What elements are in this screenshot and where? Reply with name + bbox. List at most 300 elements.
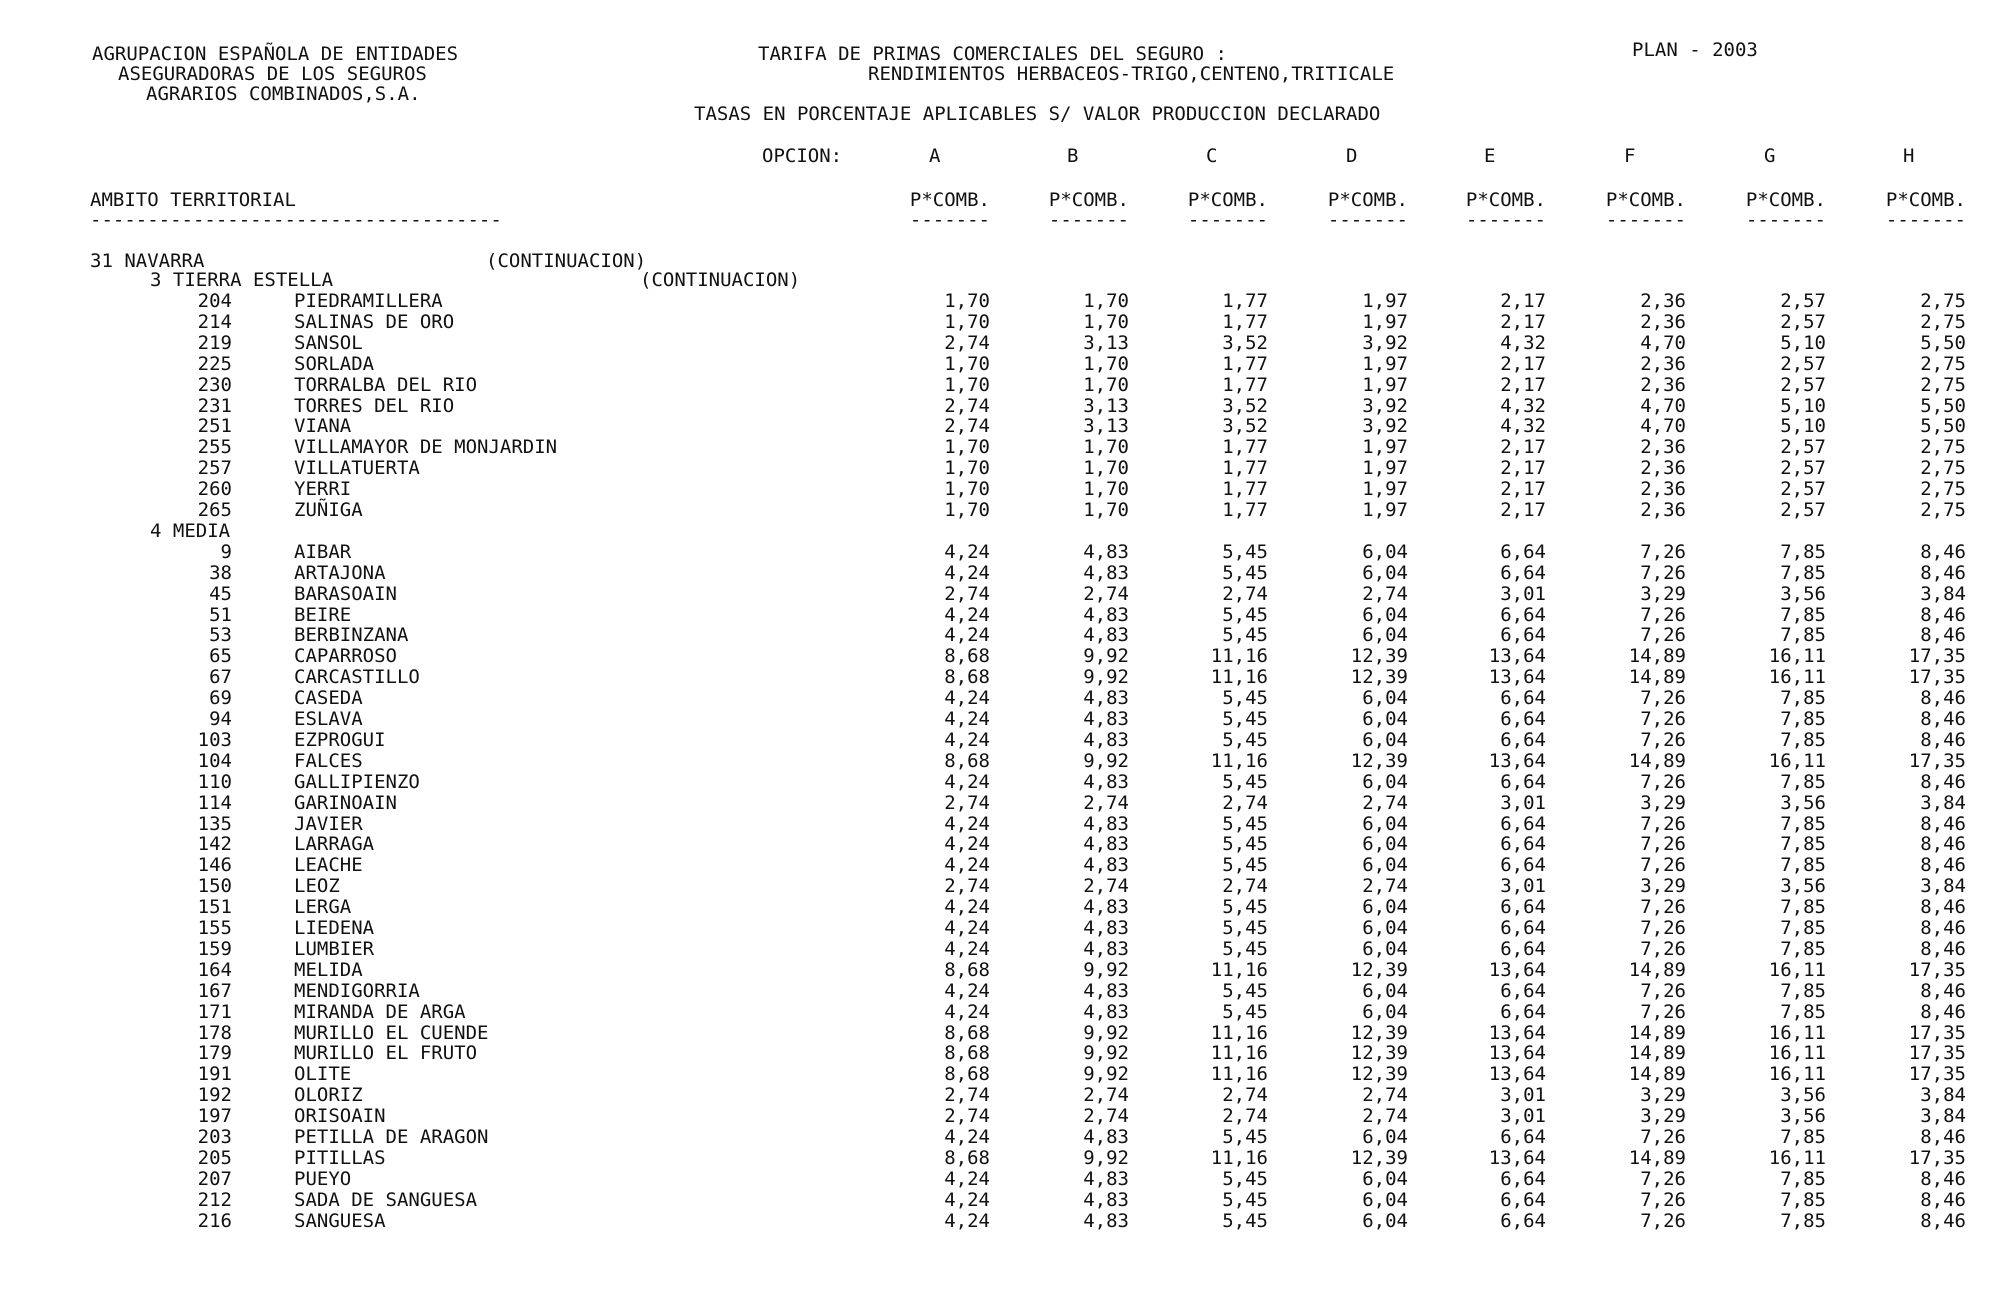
rate-cell-a: 1,70 [944, 353, 990, 375]
rate-cell-e: 2,17 [1500, 374, 1546, 396]
rate-cell-c: 1,77 [1222, 457, 1268, 479]
rate-cell-h: 8,46 [1920, 541, 1966, 563]
rate-cell-e: 6,64 [1500, 980, 1546, 1002]
rate-cell-h: 8,46 [1920, 687, 1966, 709]
rate-cell-f: 2,36 [1640, 311, 1686, 333]
rate-cell-a: 1,70 [944, 499, 990, 521]
rate-cell-b: 1,70 [1083, 353, 1129, 375]
municipality-name: CASEDA [294, 687, 363, 709]
rate-cell-a: 8,68 [944, 1147, 990, 1169]
municipality-name: LIEDENA [294, 917, 375, 939]
municipality-name: ESLAVA [294, 708, 363, 730]
rate-cell-a: 4,24 [944, 1189, 990, 1211]
rate-cell-f: 7,26 [1640, 562, 1686, 584]
rate-cell-a: 1,70 [944, 457, 990, 479]
rate-cell-c: 11,16 [1210, 1063, 1268, 1085]
rate-cell-b: 1,70 [1083, 478, 1129, 500]
municipality-name: LARRAGA [294, 833, 375, 855]
rate-cell-f: 3,29 [1640, 875, 1686, 897]
rate-cell-h: 8,46 [1920, 938, 1966, 960]
rate-cell-f: 7,26 [1640, 1126, 1686, 1148]
rate-cell-a: 8,68 [944, 1063, 990, 1085]
rate-cell-e: 13,64 [1488, 1022, 1546, 1044]
rate-cell-g: 7,85 [1780, 980, 1826, 1002]
municipality-code: 159 [197, 938, 232, 960]
rate-cell-b: 1,70 [1083, 499, 1129, 521]
rate-cell-h: 2,75 [1920, 311, 1966, 333]
rate-cell-h: 8,46 [1920, 896, 1966, 918]
municipality-code: 67 [209, 666, 232, 688]
rate-cell-f: 2,36 [1640, 457, 1686, 479]
municipality-code: 167 [197, 980, 232, 1002]
rate-cell-a: 2,74 [944, 332, 990, 354]
rate-cell-g: 2,57 [1780, 478, 1826, 500]
rate-cell-e: 2,17 [1500, 499, 1546, 521]
rate-cell-d: 3,92 [1362, 332, 1408, 354]
rate-cell-e: 13,64 [1488, 1042, 1546, 1064]
rate-cell-b: 3,13 [1083, 332, 1129, 354]
municipality-name: FALCES [294, 750, 363, 772]
rate-cell-b: 9,92 [1083, 750, 1129, 772]
rate-cell-g: 2,57 [1780, 290, 1826, 312]
rate-cell-f: 7,26 [1640, 813, 1686, 835]
rate-cell-g: 2,57 [1780, 353, 1826, 375]
rate-cell-e: 6,64 [1500, 1210, 1546, 1232]
rate-cell-c: 1,77 [1222, 290, 1268, 312]
rate-cell-a: 4,24 [944, 604, 990, 626]
rate-cell-h: 8,46 [1920, 771, 1966, 793]
municipality-code: 219 [197, 332, 232, 354]
municipality-name: AIBAR [294, 541, 352, 563]
rate-cell-d: 2,74 [1362, 792, 1408, 814]
municipality-code: 265 [197, 499, 232, 521]
rate-cell-g: 7,85 [1780, 917, 1826, 939]
rate-cell-b: 2,74 [1083, 583, 1129, 605]
municipality-name: MENDIGORRIA [294, 980, 420, 1002]
municipality-name: EZPROGUI [294, 729, 386, 751]
rate-cell-d: 1,97 [1362, 499, 1408, 521]
rate-cell-c: 5,45 [1222, 687, 1268, 709]
scope-label: AMBITO TERRITORIAL [90, 189, 296, 211]
municipality-name: LERGA [294, 896, 352, 918]
rate-cell-b: 1,70 [1083, 290, 1129, 312]
rate-cell-d: 1,97 [1362, 478, 1408, 500]
municipality-name: SANSOL [294, 332, 363, 354]
municipality-name: SANGUESA [294, 1210, 386, 1232]
rate-cell-g: 2,57 [1780, 436, 1826, 458]
rate-cell-e: 13,64 [1488, 1063, 1546, 1085]
rate-cell-h: 5,50 [1920, 415, 1966, 437]
rate-cell-f: 4,70 [1640, 415, 1686, 437]
rate-cell-c: 5,45 [1222, 1168, 1268, 1190]
municipality-code: 207 [197, 1168, 232, 1190]
region-label-tierra-estella: 3 TIERRA ESTELLA [150, 269, 334, 291]
rate-cell-c: 2,74 [1222, 1105, 1268, 1127]
rate-cell-b: 4,83 [1083, 896, 1129, 918]
municipality-name: GARINOAIN [294, 792, 397, 814]
rate-cell-d: 1,97 [1362, 457, 1408, 479]
rate-cell-e: 6,64 [1500, 729, 1546, 751]
municipality-name: ORISOAIN [294, 1105, 386, 1127]
rate-cell-b: 4,83 [1083, 624, 1129, 646]
rate-cell-e: 2,17 [1500, 457, 1546, 479]
municipality-name: VIANA [294, 415, 352, 437]
rate-cell-c: 2,74 [1222, 1084, 1268, 1106]
option-e-label: E [1484, 145, 1496, 167]
rate-cell-h: 8,46 [1920, 833, 1966, 855]
rate-cell-c: 11,16 [1210, 1022, 1268, 1044]
rate-cell-d: 6,04 [1362, 917, 1408, 939]
rate-cell-d: 1,97 [1362, 311, 1408, 333]
rate-cell-d: 12,39 [1350, 666, 1408, 688]
rate-cell-f: 7,26 [1640, 917, 1686, 939]
rate-cell-d: 6,04 [1362, 1168, 1408, 1190]
rate-cell-g: 5,10 [1780, 332, 1826, 354]
rate-cell-h: 3,84 [1920, 875, 1966, 897]
municipality-code: 214 [197, 311, 232, 333]
municipality-name: LUMBIER [294, 938, 375, 960]
municipality-name: YERRI [294, 478, 352, 500]
municipality-name: MURILLO EL FRUTO [294, 1042, 478, 1064]
rate-cell-e: 2,17 [1500, 353, 1546, 375]
rate-cell-a: 4,24 [944, 833, 990, 855]
rate-cell-d: 6,04 [1362, 1189, 1408, 1211]
rate-cell-g: 2,57 [1780, 374, 1826, 396]
option-g-label: G [1764, 145, 1776, 167]
rate-cell-e: 2,17 [1500, 290, 1546, 312]
rate-cell-g: 16,11 [1768, 645, 1826, 667]
rate-cell-d: 12,39 [1350, 750, 1408, 772]
municipality-code: 53 [209, 624, 232, 646]
rate-cell-c: 5,45 [1222, 854, 1268, 876]
rate-cell-h: 8,46 [1920, 1189, 1966, 1211]
rate-cell-g: 7,85 [1780, 604, 1826, 626]
rate-cell-d: 2,74 [1362, 583, 1408, 605]
rate-cell-d: 6,04 [1362, 624, 1408, 646]
rate-cell-e: 6,64 [1500, 1001, 1546, 1023]
rate-cell-f: 7,26 [1640, 896, 1686, 918]
rate-cell-e: 4,32 [1500, 395, 1546, 417]
municipality-name: PETILLA DE ARAGON [294, 1126, 489, 1148]
column-rule: ------- [1048, 209, 1129, 231]
municipality-code: 203 [197, 1126, 232, 1148]
rate-cell-d: 12,39 [1350, 1147, 1408, 1169]
municipality-code: 255 [197, 436, 232, 458]
rate-cell-e: 6,64 [1500, 1189, 1546, 1211]
column-rule: ------- [909, 209, 990, 231]
rate-cell-g: 7,85 [1780, 833, 1826, 855]
municipality-code: 231 [197, 395, 232, 417]
rate-cell-c: 1,77 [1222, 353, 1268, 375]
municipality-name: BEIRE [294, 604, 352, 626]
rate-cell-d: 6,04 [1362, 833, 1408, 855]
rate-cell-b: 4,83 [1083, 604, 1129, 626]
rate-cell-e: 3,01 [1500, 875, 1546, 897]
municipality-code: 197 [197, 1105, 232, 1127]
municipality-name: SADA DE SANGUESA [294, 1189, 478, 1211]
municipality-name: SORLADA [294, 353, 375, 375]
rate-cell-d: 6,04 [1362, 938, 1408, 960]
column-header: P*COMB. [1745, 189, 1826, 211]
rate-cell-h: 5,50 [1920, 395, 1966, 417]
rate-cell-f: 3,29 [1640, 1105, 1686, 1127]
rate-cell-d: 1,97 [1362, 436, 1408, 458]
rate-cell-f: 7,26 [1640, 980, 1686, 1002]
rate-cell-f: 3,29 [1640, 792, 1686, 814]
region-continuation: (CONTINUACION) [640, 269, 801, 291]
rate-cell-e: 6,64 [1500, 1168, 1546, 1190]
rate-cell-a: 8,68 [944, 645, 990, 667]
rate-cell-c: 2,74 [1222, 875, 1268, 897]
municipality-code: 45 [209, 583, 232, 605]
rate-cell-d: 12,39 [1350, 959, 1408, 981]
municipality-name: TORRALBA DEL RIO [294, 374, 478, 396]
municipality-name: GALLIPIENZO [294, 771, 420, 793]
municipality-code: 164 [197, 959, 232, 981]
rate-cell-a: 8,68 [944, 959, 990, 981]
rate-cell-b: 4,83 [1083, 687, 1129, 709]
municipality-name: MELIDA [294, 959, 363, 981]
org-name-line2: ASEGURADORAS DE LOS SEGUROS [118, 63, 427, 85]
rate-cell-b: 1,70 [1083, 436, 1129, 458]
column-rule: ------- [1885, 209, 1966, 231]
rate-cell-b: 4,83 [1083, 541, 1129, 563]
rate-cell-c: 5,45 [1222, 1126, 1268, 1148]
rate-cell-e: 6,64 [1500, 833, 1546, 855]
municipality-code: 94 [209, 708, 232, 730]
municipality-code: 230 [197, 374, 232, 396]
rate-cell-f: 7,26 [1640, 604, 1686, 626]
rate-cell-e: 6,64 [1500, 917, 1546, 939]
rate-cell-d: 2,74 [1362, 1084, 1408, 1106]
rate-cell-h: 2,75 [1920, 290, 1966, 312]
rate-cell-g: 7,85 [1780, 1189, 1826, 1211]
rate-cell-h: 17,35 [1908, 1042, 1966, 1064]
rate-cell-a: 4,24 [944, 687, 990, 709]
rate-cell-d: 6,04 [1362, 1210, 1408, 1232]
municipality-code: 104 [197, 750, 232, 772]
rate-cell-e: 13,64 [1488, 1147, 1546, 1169]
rate-cell-g: 7,85 [1780, 624, 1826, 646]
rate-cell-h: 8,46 [1920, 729, 1966, 751]
municipality-name: PIEDRAMILLERA [294, 290, 443, 312]
org-name-line3: AGRARIOS COMBINADOS,S.A. [146, 83, 421, 105]
rate-cell-h: 8,46 [1920, 708, 1966, 730]
rate-cell-f: 4,70 [1640, 395, 1686, 417]
rate-cell-d: 6,04 [1362, 896, 1408, 918]
rate-cell-h: 8,46 [1920, 604, 1966, 626]
rate-cell-c: 5,45 [1222, 833, 1268, 855]
municipality-code: 38 [209, 562, 232, 584]
rate-cell-b: 4,83 [1083, 813, 1129, 835]
rate-cell-c: 5,45 [1222, 917, 1268, 939]
municipality-code: 151 [197, 896, 232, 918]
municipality-name: VILLATUERTA [294, 457, 420, 479]
rate-cell-g: 16,11 [1768, 1022, 1826, 1044]
municipality-name: BARASOAIN [294, 583, 397, 605]
rate-cell-c: 3,52 [1222, 395, 1268, 417]
column-rule: ------- [1327, 209, 1408, 231]
rate-cell-g: 7,85 [1780, 1126, 1826, 1148]
rate-cell-h: 3,84 [1920, 583, 1966, 605]
rate-cell-c: 1,77 [1222, 478, 1268, 500]
rate-cell-h: 8,46 [1920, 562, 1966, 584]
rate-cell-d: 6,04 [1362, 771, 1408, 793]
rate-cell-a: 2,74 [944, 1084, 990, 1106]
column-header: P*COMB. [1465, 189, 1546, 211]
option-c-label: C [1206, 145, 1218, 167]
municipality-code: 110 [197, 771, 232, 793]
rate-cell-a: 8,68 [944, 1042, 990, 1064]
municipality-name: TORRES DEL RIO [294, 395, 455, 417]
municipality-name: SALINAS DE ORO [294, 311, 455, 333]
rate-cell-a: 1,70 [944, 374, 990, 396]
rate-cell-f: 14,89 [1628, 666, 1686, 688]
rate-cell-b: 1,70 [1083, 374, 1129, 396]
rate-cell-e: 3,01 [1500, 792, 1546, 814]
rate-cell-c: 5,45 [1222, 771, 1268, 793]
rate-cell-b: 1,70 [1083, 457, 1129, 479]
rate-cell-a: 2,74 [944, 583, 990, 605]
rate-cell-c: 11,16 [1210, 959, 1268, 981]
rate-cell-f: 2,36 [1640, 478, 1686, 500]
option-d-label: D [1346, 145, 1358, 167]
rate-cell-e: 4,32 [1500, 415, 1546, 437]
rate-cell-b: 9,92 [1083, 1042, 1129, 1064]
rate-cell-f: 7,26 [1640, 708, 1686, 730]
municipality-code: 146 [197, 854, 232, 876]
document-title-line1: TARIFA DE PRIMAS COMERCIALES DEL SEGURO : [758, 43, 1227, 65]
rate-cell-h: 8,46 [1920, 917, 1966, 939]
rate-cell-b: 2,74 [1083, 1105, 1129, 1127]
rate-cell-d: 6,04 [1362, 1126, 1408, 1148]
rate-cell-b: 3,13 [1083, 395, 1129, 417]
rate-cell-g: 2,57 [1780, 457, 1826, 479]
rate-cell-f: 4,70 [1640, 332, 1686, 354]
rate-cell-c: 5,45 [1222, 708, 1268, 730]
rate-cell-g: 5,10 [1780, 395, 1826, 417]
rate-cell-h: 8,46 [1920, 854, 1966, 876]
rate-cell-d: 6,04 [1362, 604, 1408, 626]
rate-cell-a: 2,74 [944, 875, 990, 897]
municipality-name: ZUÑIGA [294, 499, 363, 521]
document-title-line2: RENDIMIENTOS HERBACEOS-TRIGO,CENTENO,TRITICALE [868, 63, 1395, 85]
rate-cell-h: 8,46 [1920, 1168, 1966, 1190]
rate-cell-h: 17,35 [1908, 959, 1966, 981]
rate-cell-c: 1,77 [1222, 311, 1268, 333]
rate-cell-e: 6,64 [1500, 1126, 1546, 1148]
rate-cell-h: 3,84 [1920, 1084, 1966, 1106]
rate-cell-f: 14,89 [1628, 1147, 1686, 1169]
rate-cell-f: 7,26 [1640, 938, 1686, 960]
column-rule: ------- [1745, 209, 1826, 231]
rate-cell-a: 4,24 [944, 1168, 990, 1190]
municipality-code: 204 [197, 290, 232, 312]
municipality-code: 65 [209, 645, 232, 667]
province-continuation: (CONTINUACION) [486, 250, 647, 272]
rate-cell-a: 8,68 [944, 666, 990, 688]
rate-cell-f: 7,26 [1640, 1189, 1686, 1211]
rate-cell-h: 2,75 [1920, 457, 1966, 479]
rate-cell-b: 4,83 [1083, 1189, 1129, 1211]
rate-cell-d: 12,39 [1350, 1022, 1408, 1044]
rate-cell-e: 4,32 [1500, 332, 1546, 354]
municipality-code: 191 [197, 1063, 232, 1085]
rate-cell-e: 6,64 [1500, 771, 1546, 793]
region-label-media: 4 MEDIA [150, 520, 231, 542]
rate-cell-c: 5,45 [1222, 729, 1268, 751]
rate-cell-e: 3,01 [1500, 1105, 1546, 1127]
rate-cell-g: 7,85 [1780, 562, 1826, 584]
rate-cell-g: 16,11 [1768, 1042, 1826, 1064]
rate-cell-g: 7,85 [1780, 938, 1826, 960]
rate-cell-f: 14,89 [1628, 1042, 1686, 1064]
rate-cell-d: 6,04 [1362, 980, 1408, 1002]
rate-cell-a: 4,24 [944, 813, 990, 835]
rate-cell-a: 4,24 [944, 1210, 990, 1232]
rate-cell-f: 7,26 [1640, 729, 1686, 751]
rate-cell-f: 2,36 [1640, 374, 1686, 396]
rate-cell-e: 6,64 [1500, 687, 1546, 709]
rate-cell-c: 5,45 [1222, 1001, 1268, 1023]
rate-cell-f: 3,29 [1640, 583, 1686, 605]
municipality-code: 142 [197, 833, 232, 855]
rate-cell-h: 2,75 [1920, 353, 1966, 375]
option-b-label: B [1067, 145, 1079, 167]
rate-cell-d: 2,74 [1362, 875, 1408, 897]
option-f-label: F [1624, 145, 1636, 167]
rate-cell-c: 3,52 [1222, 415, 1268, 437]
rate-cell-g: 3,56 [1780, 792, 1826, 814]
rate-cell-h: 3,84 [1920, 792, 1966, 814]
rate-cell-e: 6,64 [1500, 813, 1546, 835]
rate-cell-e: 13,64 [1488, 666, 1546, 688]
province-label: 31 NAVARRA [90, 250, 205, 272]
rate-cell-a: 4,24 [944, 1126, 990, 1148]
rate-cell-a: 2,74 [944, 395, 990, 417]
municipality-name: VILLAMAYOR DE MONJARDIN [294, 436, 558, 458]
municipality-name: BERBINZANA [294, 624, 409, 646]
rate-cell-b: 9,92 [1083, 666, 1129, 688]
municipality-code: 155 [197, 917, 232, 939]
rate-cell-b: 4,83 [1083, 833, 1129, 855]
rate-cell-g: 5,10 [1780, 415, 1826, 437]
municipality-name: ARTAJONA [294, 562, 386, 584]
municipality-name: CAPARROSO [294, 645, 397, 667]
rate-cell-b: 4,83 [1083, 708, 1129, 730]
rate-cell-g: 7,85 [1780, 541, 1826, 563]
rate-cell-g: 7,85 [1780, 708, 1826, 730]
rate-cell-d: 3,92 [1362, 395, 1408, 417]
rate-cell-e: 6,64 [1500, 604, 1546, 626]
municipality-name: CARCASTILLO [294, 666, 420, 688]
rate-cell-b: 2,74 [1083, 1084, 1129, 1106]
rate-cell-h: 17,35 [1908, 1022, 1966, 1044]
municipality-name: OLITE [294, 1063, 352, 1085]
rate-cell-f: 7,26 [1640, 687, 1686, 709]
rate-cell-h: 17,35 [1908, 1063, 1966, 1085]
rate-cell-f: 7,26 [1640, 771, 1686, 793]
document-subtitle: TASAS EN PORCENTAJE APLICABLES S/ VALOR PRODUCCION DECLARADO [694, 103, 1381, 125]
option-label: OPCION: [762, 145, 843, 167]
rate-cell-a: 4,24 [944, 1001, 990, 1023]
rate-cell-c: 5,45 [1222, 541, 1268, 563]
rate-cell-c: 11,16 [1210, 750, 1268, 772]
municipality-code: 205 [197, 1147, 232, 1169]
rate-cell-b: 4,83 [1083, 1126, 1129, 1148]
rate-cell-d: 6,04 [1362, 687, 1408, 709]
rate-cell-g: 7,85 [1780, 729, 1826, 751]
